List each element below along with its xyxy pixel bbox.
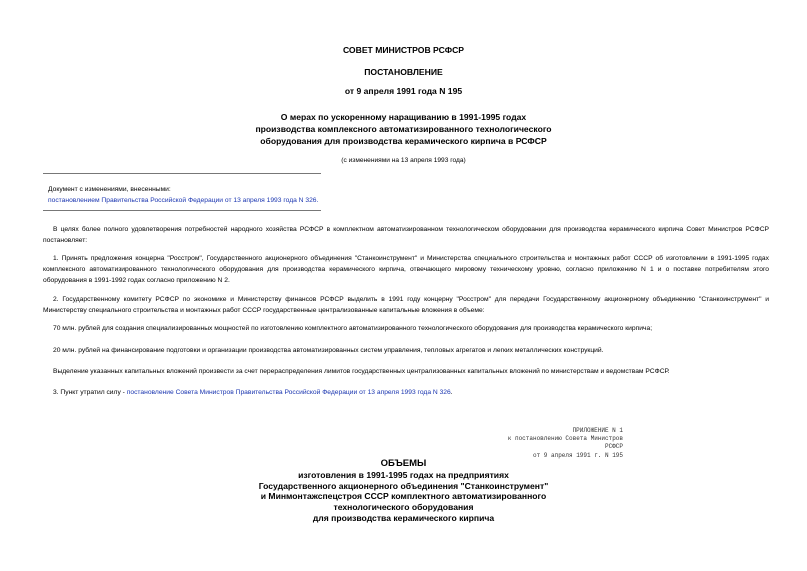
- changes-note: (с изменениями на 13 апреля 1993 года): [341, 157, 466, 164]
- paragraph-3: [43, 387, 769, 398]
- document-type: ПОСТАНОВЛЕНИЕ: [364, 67, 443, 77]
- amendment-link[interactable]: постановлением Правительства Российской Федерации от 13 апреля 1993 года N 326.: [48, 197, 319, 204]
- volumes-line: технологического оборудования: [333, 502, 474, 513]
- paragraph-3-prefix: 3. Пункт утратил силу -: [53, 389, 127, 396]
- council-heading: СОВЕТ МИНИСТРОВ РСФСР: [342, 45, 465, 55]
- paragraph-2: 2. Государственному комитету РСФСР по экономике и Министерству финансов РСФСР выделить в 1991 году концерну "Росстром" для передачи Государственному акционерному объединению "Станкоинструмент" и Министерству специального строительства и монтажных работ СССР государственные централизованные капитальные вложения в объеме:: [43, 296, 769, 314]
- appendix-line: РСФСР: [604, 443, 623, 451]
- paragraph-2c: Выделение указанных капитальных вложений произвести за счет перераспределения лимитов государственных централизованных капитальных вложений по министерствам и ведомствам РСФСР.: [53, 368, 670, 375]
- paragraph-2b: 20 млн. рублей на финансирование подготовки и организации производства автоматизированных систем управления, тепловых агрегатов и легких металлических конструкций.: [53, 347, 604, 354]
- title-line: О мерах по ускоренному наращиванию в 1991-1995 годах: [280, 112, 527, 122]
- volumes-line: изготовления в 1991-1995 годах на предприятиях: [298, 470, 509, 480]
- title-line: оборудования для производства керамического кирпича в РСФСР: [260, 136, 547, 146]
- volumes-line: для производства керамического кирпича: [312, 512, 495, 523]
- amendments-caption: Документ с изменениями, внесенными:: [48, 186, 171, 193]
- repeal-link[interactable]: постановление Совета Министров Правительства Российской Федерации от 13 апреля 1993 года N 326: [126, 389, 451, 396]
- appendix-line: к постановлению Совета Министров: [507, 435, 623, 443]
- volumes-subtitle: [0, 470, 807, 524]
- appendix-line: ПРИЛОЖЕНИЕ N 1: [572, 427, 623, 434]
- divider-bottom: [43, 210, 321, 211]
- volumes-title: ОБЪЕМЫ: [380, 458, 427, 469]
- divider-top: [43, 173, 321, 174]
- paragraph-3-suffix: .: [450, 389, 453, 396]
- volumes-line: и Минмонтажспецстроя СССР комплектного автоматизированного: [260, 491, 547, 502]
- paragraph-2a: 70 млн. рублей для создания специализированных мощностей по изготовлению комплектного автоматизированного технологического оборудования для производства керамического кирпича;: [53, 325, 653, 332]
- paragraph-intro: В целях более полного удовлетворения потребностей народного хозяйства РСФСР в комплектном автоматизированном технологическом оборудовании для производства керамического кирпича Совет Министров РСФСР постановляет:: [43, 226, 769, 244]
- document-date-number: от 9 апреля 1991 года N 195: [344, 86, 463, 96]
- document-title: [0, 111, 807, 147]
- title-line: производства комплексного автоматизированного технологического: [255, 124, 552, 134]
- volumes-line: Государственного акционерного объединения "Станкоинструмент": [258, 480, 549, 491]
- amendments-link-row: [48, 195, 318, 206]
- paragraph-1: 1. Принять предложения концерна "Росстром", Государственного акционерного объединения "Станкоинструмент" и Министерства специального строительства и монтажных работ СССР об изготовлении в 1991-1995 годах комплексного автоматизированного технологического оборудования для производства керамического кирпича, отвечающего мировому техническому уровню, согласно приложению N 1 и о поставке потребителям этого оборудования в 1991-1992 годах согласно приложению N 2.: [43, 255, 769, 284]
- appendix-line: от 9 апреля 1991 г. N 195: [532, 451, 623, 459]
- appendix-header: [508, 427, 623, 460]
